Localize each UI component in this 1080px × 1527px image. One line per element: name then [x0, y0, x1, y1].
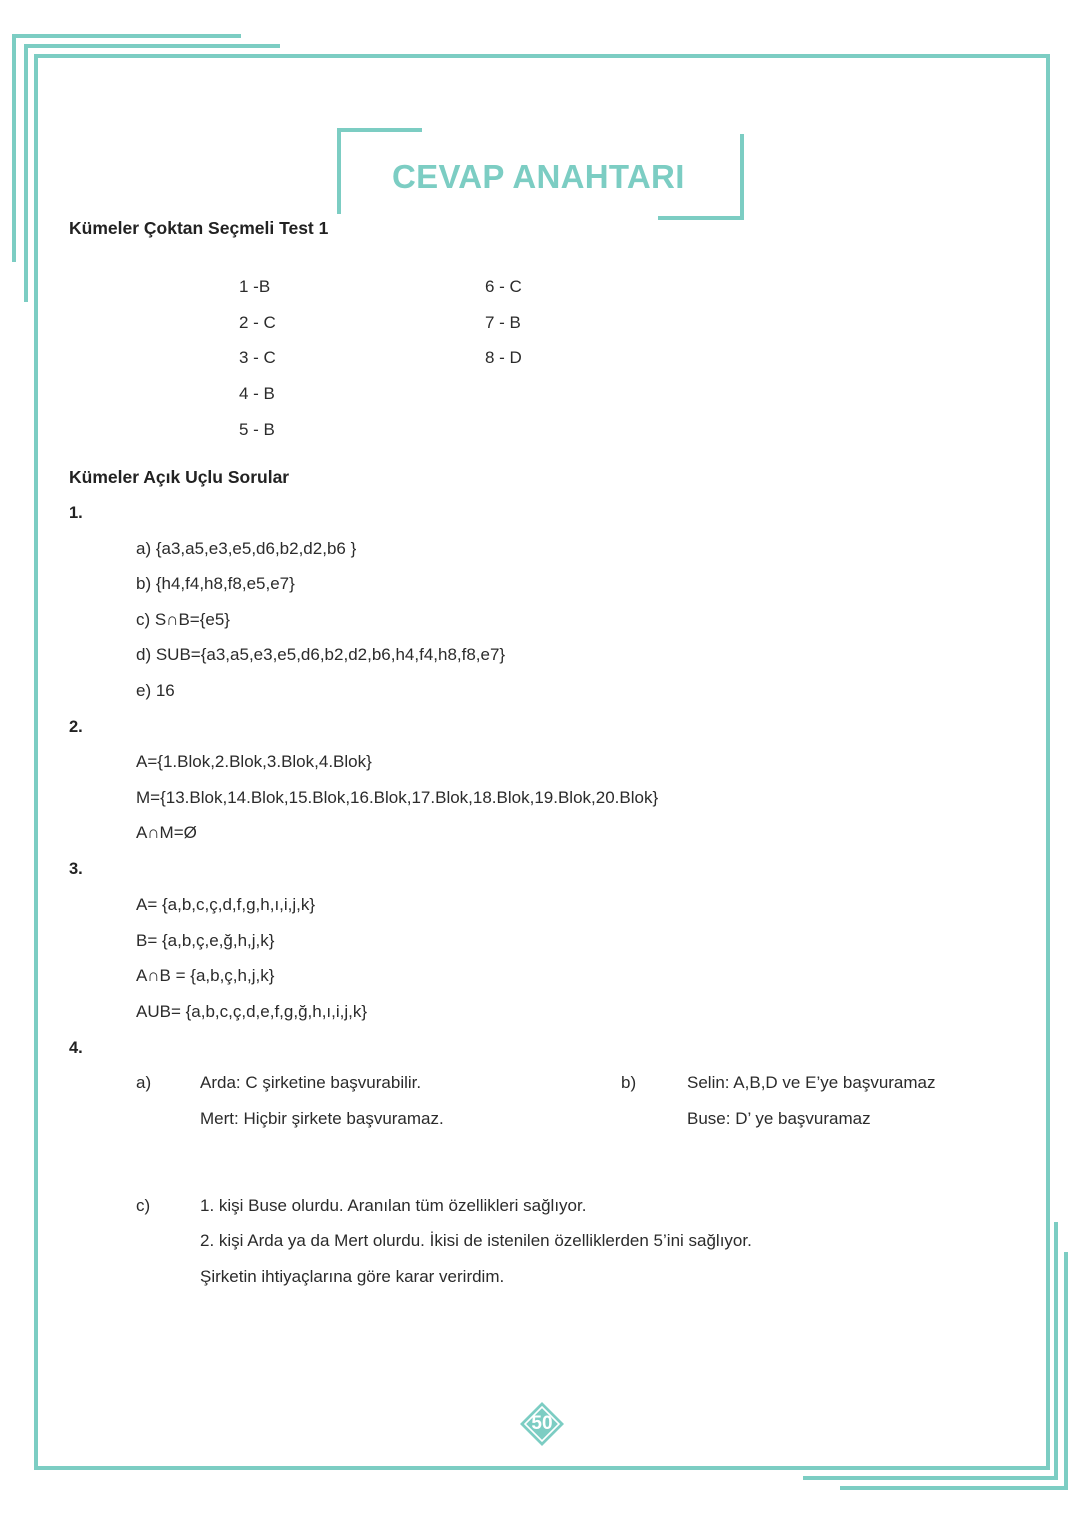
answer-line: A∩B = {a,b,ç,h,j,k} [136, 966, 275, 985]
answer-line: Buse: D’ ye başvuramaz [687, 1109, 871, 1128]
question-number: 1. [69, 504, 83, 522]
answer-item: 8 - D [485, 348, 522, 367]
answer-line: Arda: C şirketine başvurabilir. [200, 1073, 422, 1092]
answer-line: Şirketin ihtiyaçlarına göre karar verirdim. [200, 1267, 505, 1286]
answer-item: 7 - B [485, 313, 521, 332]
answer-item: 3 - C [239, 348, 276, 367]
sub-label: a) [136, 1073, 152, 1092]
answer-line: Mert: Hiçbir şirkete başvuramaz. [200, 1109, 444, 1128]
sub-label: b) [621, 1073, 637, 1092]
answer-item: 1 -B [239, 277, 271, 296]
page-title: CEVAP ANAHTARI [392, 158, 685, 195]
answer-line: A={1.Blok,2.Blok,3.Blok,4.Blok} [136, 752, 372, 771]
answer-line: B= {a,b,ç,e,ğ,h,j,k} [136, 931, 275, 950]
answer-item: 4 - B [239, 384, 275, 403]
question-number: 2. [69, 718, 83, 736]
section-heading-multiple-choice: Kümeler Çoktan Seçmeli Test 1 [69, 218, 329, 238]
answer-line: A∩M=Ø [136, 823, 197, 842]
answer-item: 6 - C [485, 277, 522, 296]
answer-line: M={13.Blok,14.Blok,15.Blok,16.Blok,17.Blok,18.Blok,19.Blok,20.Blok} [136, 788, 659, 807]
question-number: 3. [69, 860, 83, 878]
question-number: 4. [69, 1039, 83, 1057]
sub-label: c) [136, 1196, 151, 1215]
answer-line: b) {h4,f4,h8,f8,e5,e7} [136, 574, 295, 593]
answer-line: A= {a,b,c,ç,d,f,g,h,ı,i,j,k} [136, 895, 316, 914]
answer-line: a) {a3,a5,e3,e5,d6,b2,d2,b6 } [136, 539, 357, 558]
answer-line: d) SUB={a3,a5,e3,e5,d6,b2,d2,b6,h4,f4,h8,f8,e7} [136, 645, 506, 664]
page-number: 50 [531, 1413, 553, 1434]
answer-item: 2 - C [239, 313, 276, 332]
answer-line: Selin: A,B,D ve E’ye başvuramaz [687, 1073, 936, 1092]
section-heading-open-ended: Kümeler Açık Uçlu Sorular [69, 467, 290, 487]
answer-line: 1. kişi Buse olurdu. Aranılan tüm özellikleri sağlıyor. [200, 1196, 587, 1215]
answer-item: 5 - B [239, 420, 275, 439]
answer-line: AUB= {a,b,c,ç,d,e,f,g,ğ,h,ı,i,j,k} [136, 1002, 368, 1021]
answer-line: c) S∩B={e5} [136, 610, 230, 629]
answer-line: e) 16 [136, 681, 175, 700]
answer-line: 2. kişi Arda ya da Mert olurdu. İkisi de istenilen özelliklerden 5’ini sağlıyor. [200, 1231, 752, 1250]
